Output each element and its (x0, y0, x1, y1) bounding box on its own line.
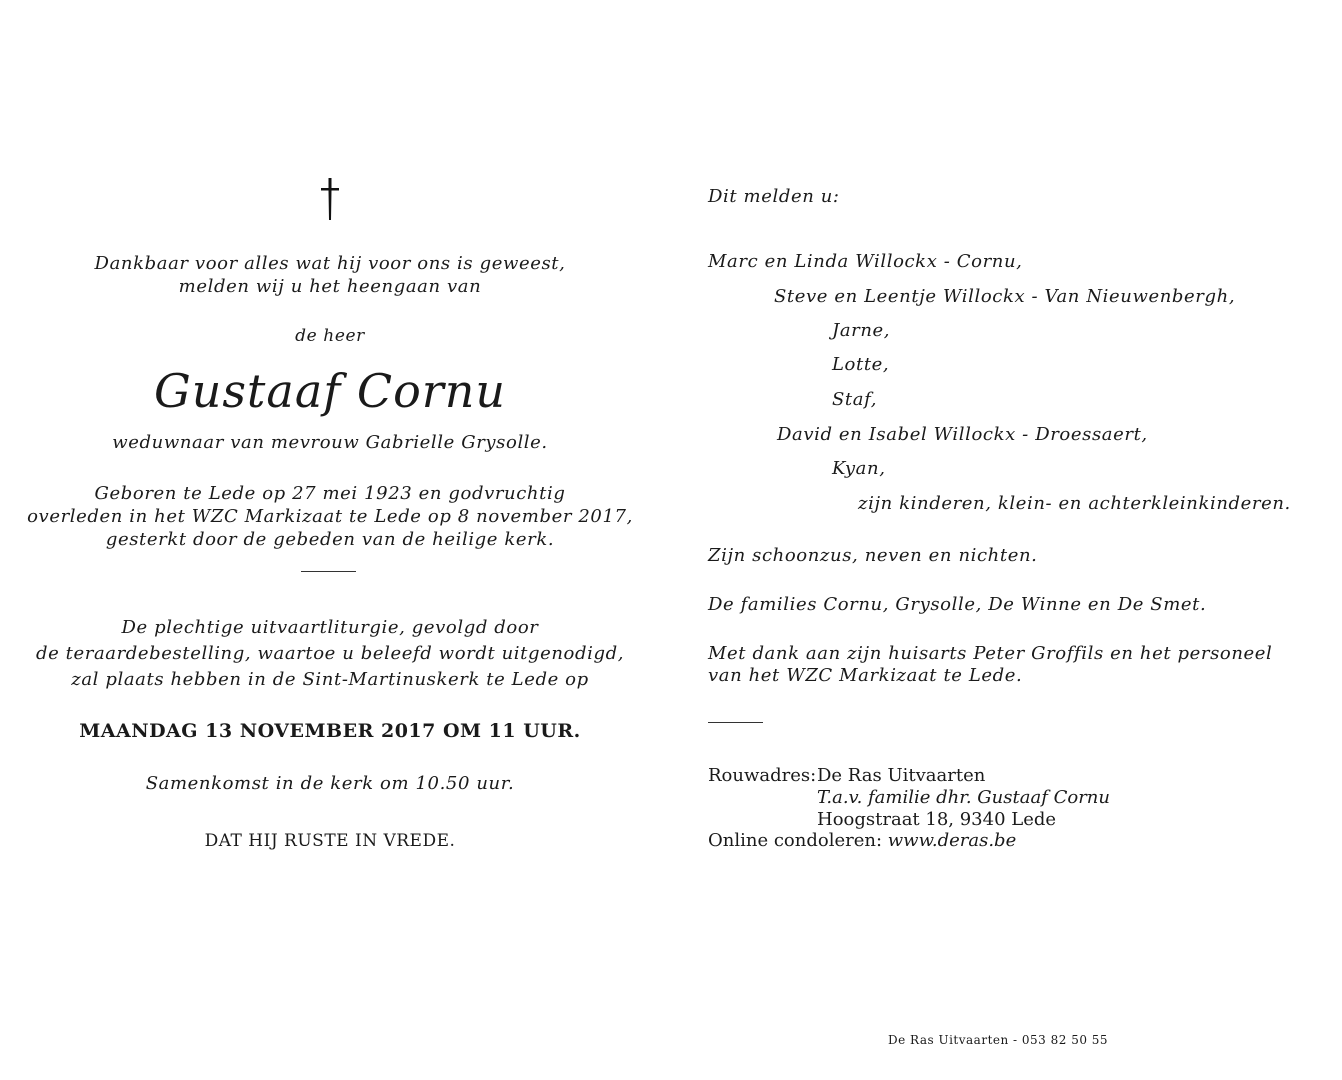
relation-text: kinderen, klein- en achterkleinkinderen. (899, 493, 1291, 514)
relation-line (858, 493, 1291, 514)
family-line: David en Isabel Willockx - Droessaert, (777, 424, 1148, 445)
birth-death-text (20, 482, 640, 551)
born-line: Geboren te Lede op 27 mei 1923 en godvruchtig (94, 483, 566, 504)
title-prefix: de heer (295, 326, 365, 346)
deceased-name: Gustaaf Cornu (153, 364, 507, 418)
footer-text: De Ras Uitvaarten - 053 82 50 55 (888, 1033, 1109, 1047)
address-label: Rouwadres: (708, 765, 817, 786)
separator-line (301, 571, 356, 572)
born-line: overleden in het WZC Markizaat te Lede op 8 november 2017, (27, 506, 633, 527)
widow-of: weduwnaar van mevrouw Gabrielle Grysolle. (112, 432, 548, 453)
thanks-line: van het WZC Markizaat te Lede. (708, 665, 1023, 686)
address-block (817, 765, 1110, 831)
in-laws-text: Zijn schoonzus, neven en nichten. (708, 545, 1038, 566)
relation-prefix: zijn (858, 493, 893, 514)
born-line: gesterkt door de gebeden van de heilige kerk. (105, 529, 555, 550)
family-line: Steve en Leentje Willockx - Van Nieuwenbergh, (774, 286, 1236, 307)
funeral-line: zal plaats hebben in de Sint-Martinuskerk te Lede op (71, 669, 589, 690)
funeral-line: de teraardebestelling, waartoe u beleefd wordt uitgenodigd, (35, 643, 625, 664)
intro-line: melden wij u het heengaan van (178, 276, 482, 297)
family-line: Staf, (832, 389, 878, 410)
family-line: Kyan, (832, 458, 886, 479)
online-url[interactable]: www.deras.be (887, 830, 1017, 851)
intro-text (20, 252, 640, 298)
intro-line: Dankbaar voor alles wat hij voor ons is geweest, (94, 253, 566, 274)
separator-line (708, 722, 763, 723)
online-condolence (708, 830, 1016, 851)
thanks-line: Met dank aan zijn huisarts Peter Groffils en het personeel (708, 643, 1273, 664)
thanks-text (708, 643, 1272, 687)
cross-icon (310, 176, 350, 222)
funeral-line: De plechtige uitvaartliturgie, gevolgd door (121, 617, 539, 638)
meeting-time: Samenkomst in de kerk om 10.50 uur. (145, 773, 515, 794)
online-label: Online condoleren: (708, 830, 883, 851)
family-line: Jarne, (832, 320, 891, 341)
family-line: Lotte, (832, 354, 890, 375)
family-line: Marc en Linda Willockx - Cornu, (708, 251, 1023, 272)
address-line: Hoogstraat 18, 9340 Lede (817, 809, 1057, 830)
address-line: De Ras Uitvaarten (817, 765, 986, 786)
rip-text: DAT HIJ RUSTE IN VREDE. (204, 831, 456, 851)
funeral-date: MAANDAG 13 NOVEMBER 2017 OM 11 UUR. (79, 720, 581, 742)
announce-text: Dit melden u: (708, 186, 840, 207)
families-text: De families Cornu, Grysolle, De Winne en De Smet. (708, 594, 1207, 615)
funeral-text (20, 615, 640, 693)
address-line: T.a.v. familie dhr. Gustaaf Cornu (817, 787, 1110, 808)
